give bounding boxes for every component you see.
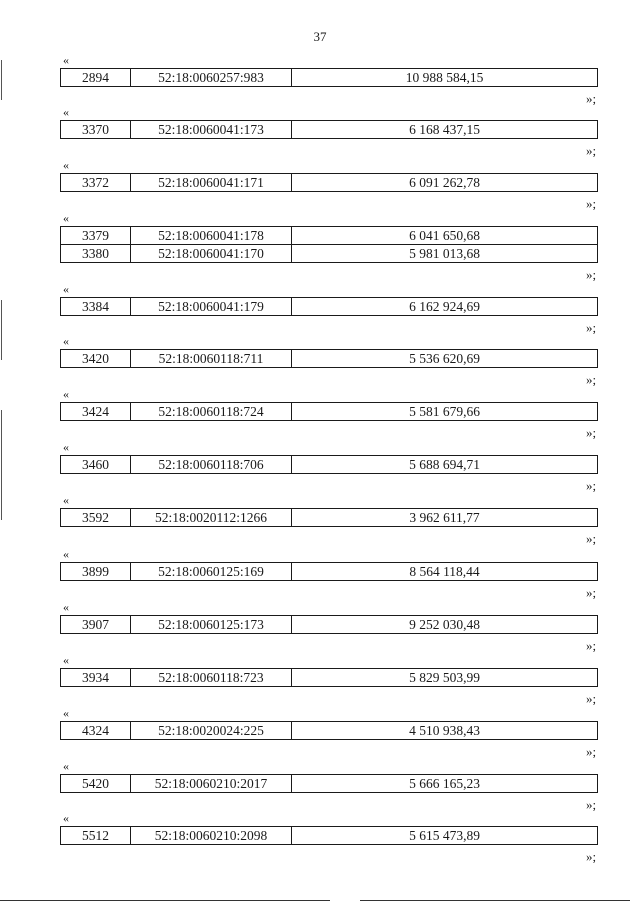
- cadastral-number-cell: 52:18:0060210:2017: [131, 775, 292, 793]
- open-quote: «: [63, 811, 69, 825]
- cadastral-number-cell: 52:18:0060041:173: [131, 121, 292, 139]
- table-row: [61, 616, 598, 634]
- close-quote: »;: [586, 425, 597, 440]
- open-quote: «: [63, 653, 69, 667]
- row-number-cell: 3460: [61, 456, 131, 474]
- row-number-cell: 3424: [61, 403, 131, 421]
- table-row: [61, 69, 598, 87]
- cadastral-number-cell: 52:18:0060118:711: [131, 350, 292, 368]
- close-quote: »;: [586, 849, 597, 864]
- value-table: [60, 774, 598, 793]
- cadastral-value-cell: 6 091 262,78: [292, 174, 598, 192]
- close-quote: »;: [586, 691, 597, 706]
- value-table: [60, 402, 598, 421]
- cadastral-value-cell: 5 666 165,23: [292, 775, 598, 793]
- row-number-cell: 5420: [61, 775, 131, 793]
- row-number-cell: 3907: [61, 616, 131, 634]
- cadastral-number-cell: 52:18:0020024:225: [131, 722, 292, 740]
- value-table: [60, 297, 598, 316]
- close-quote: »;: [586, 320, 597, 335]
- close-quote: »;: [586, 531, 597, 546]
- cadastral-value-cell: 10 988 584,15: [292, 69, 598, 87]
- open-quote: «: [63, 600, 69, 614]
- open-quote: «: [63, 211, 69, 225]
- table-row: [61, 174, 598, 192]
- cadastral-number-cell: 52:18:0060041:178: [131, 227, 292, 245]
- close-quote: »;: [586, 267, 597, 282]
- cadastral-value-cell: 6 168 437,15: [292, 121, 598, 139]
- table-row: [61, 121, 598, 139]
- table-row: [61, 775, 598, 793]
- cadastral-value-cell: 8 564 118,44: [292, 563, 598, 581]
- row-number-cell: 3934: [61, 669, 131, 687]
- close-quote: »;: [586, 638, 597, 653]
- cadastral-value-cell: 5 829 503,99: [292, 669, 598, 687]
- cadastral-number-cell: 52:18:0060118:724: [131, 403, 292, 421]
- cadastral-number-cell: 52:18:0060125:173: [131, 616, 292, 634]
- cadastral-number-cell: 52:18:0060041:179: [131, 298, 292, 316]
- open-quote: «: [63, 547, 69, 561]
- close-quote: »;: [586, 143, 597, 158]
- row-number-cell: 5512: [61, 827, 131, 845]
- close-quote: »;: [586, 196, 597, 211]
- cadastral-number-cell: 52:18:0060125:169: [131, 563, 292, 581]
- cadastral-value-cell: 5 688 694,71: [292, 456, 598, 474]
- close-quote: »;: [586, 744, 597, 759]
- scan-margin-mark: [1, 410, 2, 520]
- cadastral-value-cell: 6 041 650,68: [292, 227, 598, 245]
- row-number-cell: 3899: [61, 563, 131, 581]
- close-quote: »;: [586, 91, 597, 106]
- open-quote: «: [63, 759, 69, 773]
- value-table: [60, 668, 598, 687]
- cadastral-value-cell: 4 510 938,43: [292, 722, 598, 740]
- bottom-rule: [360, 900, 630, 901]
- open-quote: «: [63, 387, 69, 401]
- cadastral-number-cell: 52:18:0060041:171: [131, 174, 292, 192]
- value-table: [60, 68, 598, 87]
- open-quote: «: [63, 440, 69, 454]
- row-number-cell: 3384: [61, 298, 131, 316]
- value-table: [60, 508, 598, 527]
- page-number: 37: [313, 29, 327, 44]
- cadastral-number-cell: 52:18:0060118:706: [131, 456, 292, 474]
- value-table: [60, 562, 598, 581]
- cadastral-value-cell: 3 962 611,77: [292, 509, 598, 527]
- cadastral-number-cell: 52:18:0060257:983: [131, 69, 292, 87]
- value-table: [60, 120, 598, 139]
- close-quote: »;: [586, 585, 597, 600]
- cadastral-value-cell: 5 581 679,66: [292, 403, 598, 421]
- row-number-cell: 3592: [61, 509, 131, 527]
- scan-margin-mark: [1, 60, 2, 100]
- row-number-cell: 3420: [61, 350, 131, 368]
- cadastral-number-cell: 52:18:0060118:723: [131, 669, 292, 687]
- open-quote: «: [63, 493, 69, 507]
- bottom-rule: [0, 900, 330, 901]
- value-table: [60, 826, 598, 845]
- table-row: [61, 722, 598, 740]
- row-number-cell: 4324: [61, 722, 131, 740]
- close-quote: »;: [586, 372, 597, 387]
- table-row: [61, 227, 598, 245]
- value-table: [60, 226, 598, 263]
- value-table: [60, 615, 598, 634]
- table-row: [61, 456, 598, 474]
- cadastral-value-cell: 9 252 030,48: [292, 616, 598, 634]
- open-quote: «: [63, 158, 69, 172]
- table-row: [61, 669, 598, 687]
- table-row: [61, 350, 598, 368]
- cadastral-number-cell: 52:18:0060041:170: [131, 245, 292, 263]
- cadastral-value-cell: 6 162 924,69: [292, 298, 598, 316]
- scan-margin-mark: [1, 300, 2, 360]
- value-table: [60, 721, 598, 740]
- open-quote: «: [63, 282, 69, 296]
- open-quote: «: [63, 53, 69, 67]
- value-table: [60, 455, 598, 474]
- table-row: [61, 298, 598, 316]
- open-quote: «: [63, 706, 69, 720]
- close-quote: »;: [586, 797, 597, 812]
- table-row: [61, 403, 598, 421]
- value-table: [60, 349, 598, 368]
- row-number-cell: 3372: [61, 174, 131, 192]
- row-number-cell: 3379: [61, 227, 131, 245]
- table-row: [61, 245, 598, 263]
- cadastral-number-cell: 52:18:0060210:2098: [131, 827, 292, 845]
- cadastral-value-cell: 5 615 473,89: [292, 827, 598, 845]
- open-quote: «: [63, 105, 69, 119]
- row-number-cell: 3370: [61, 121, 131, 139]
- cadastral-number-cell: 52:18:0020112:1266: [131, 509, 292, 527]
- open-quote: «: [63, 334, 69, 348]
- table-row: [61, 509, 598, 527]
- close-quote: »;: [586, 478, 597, 493]
- row-number-cell: 2894: [61, 69, 131, 87]
- value-table: [60, 173, 598, 192]
- table-row: [61, 563, 598, 581]
- cadastral-value-cell: 5 981 013,68: [292, 245, 598, 263]
- cadastral-value-cell: 5 536 620,69: [292, 350, 598, 368]
- table-row: [61, 827, 598, 845]
- row-number-cell: 3380: [61, 245, 131, 263]
